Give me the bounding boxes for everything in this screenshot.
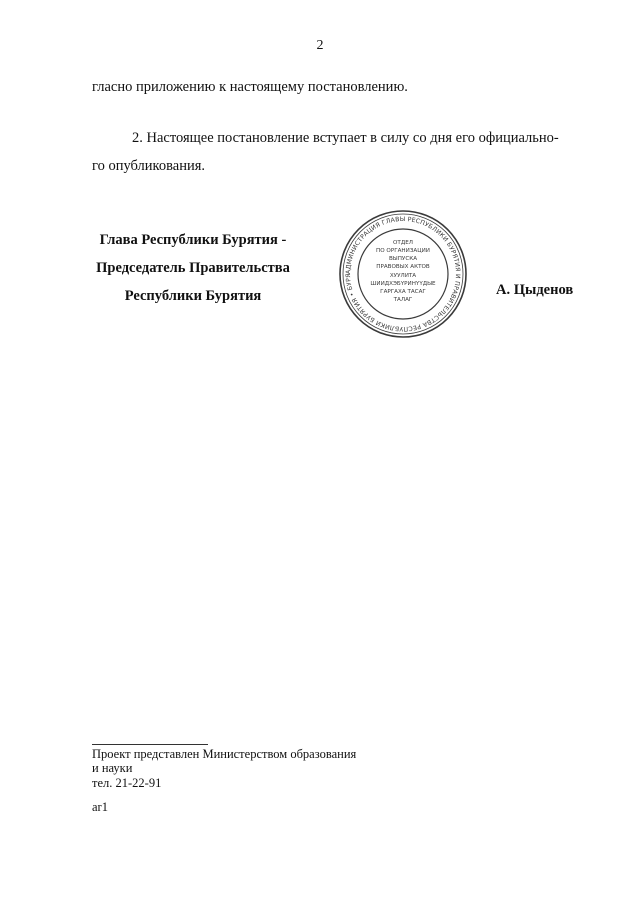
body-paragraph-2-line-1: 2. Настоящее постановление вступает в силу со дня его официально- xyxy=(132,130,559,146)
signatory-title-line-2: Председатель Правительства xyxy=(96,260,290,276)
signatory-title-line-3: Республики Бурятия xyxy=(124,288,262,304)
stamp-outer-text: АДМИНИСТРАЦИЯ ГЛАВЫ РЕСПУБЛИКИ БУРЯТИЯ И ПРАВИТЕЛЬСТВА РЕСПУБЛИКИ БУРЯТИЯ • БУРЯ xyxy=(344,215,462,333)
page-number: 2 xyxy=(316,38,324,53)
official-stamp xyxy=(337,208,469,340)
stamp-inner-line: ВЫПУСКА xyxy=(388,256,418,262)
signatory-title xyxy=(78,226,308,310)
stamp-inner-line: ГАРГАХА ТАСАГ xyxy=(380,289,426,295)
body-paragraph-2-line-2: го опубликования. xyxy=(92,158,206,174)
footnote-phone: тел. 21-22-91 xyxy=(92,776,162,790)
stamp-inner-line: ОТДЕЛ xyxy=(393,240,413,246)
stamp-inner-line: ПО ОРГАНИЗАЦИИ xyxy=(376,248,430,254)
footnote-line-2: и науки xyxy=(92,761,133,775)
stamp-inner-line: ХУУЛИТА xyxy=(389,273,417,279)
footnote-code: ar1 xyxy=(92,800,108,814)
signatory-title-line-1: Глава Республики Бурятия - xyxy=(99,232,287,248)
stamp-inner-line: ПРАВОВЫХ АКТОВ xyxy=(376,264,430,270)
footnote-line-1: Проект представлен Министерством образования xyxy=(92,747,357,761)
footnote-divider xyxy=(92,744,208,745)
svg-text:АДМИНИСТРАЦИЯ ГЛАВЫ РЕСПУБЛИКИ xyxy=(337,208,461,332)
body-paragraph-continuation: гласно приложению к настоящему постановлению. xyxy=(92,79,408,95)
stamp-seal-icon xyxy=(337,208,469,340)
stamp-inner-line: ШИИДХЭБҮРИНҮҮДЫЕ xyxy=(370,281,436,287)
signatory-name: А. Цыденов xyxy=(496,282,574,298)
stamp-inner-line: ТАЛАГ xyxy=(393,297,413,303)
